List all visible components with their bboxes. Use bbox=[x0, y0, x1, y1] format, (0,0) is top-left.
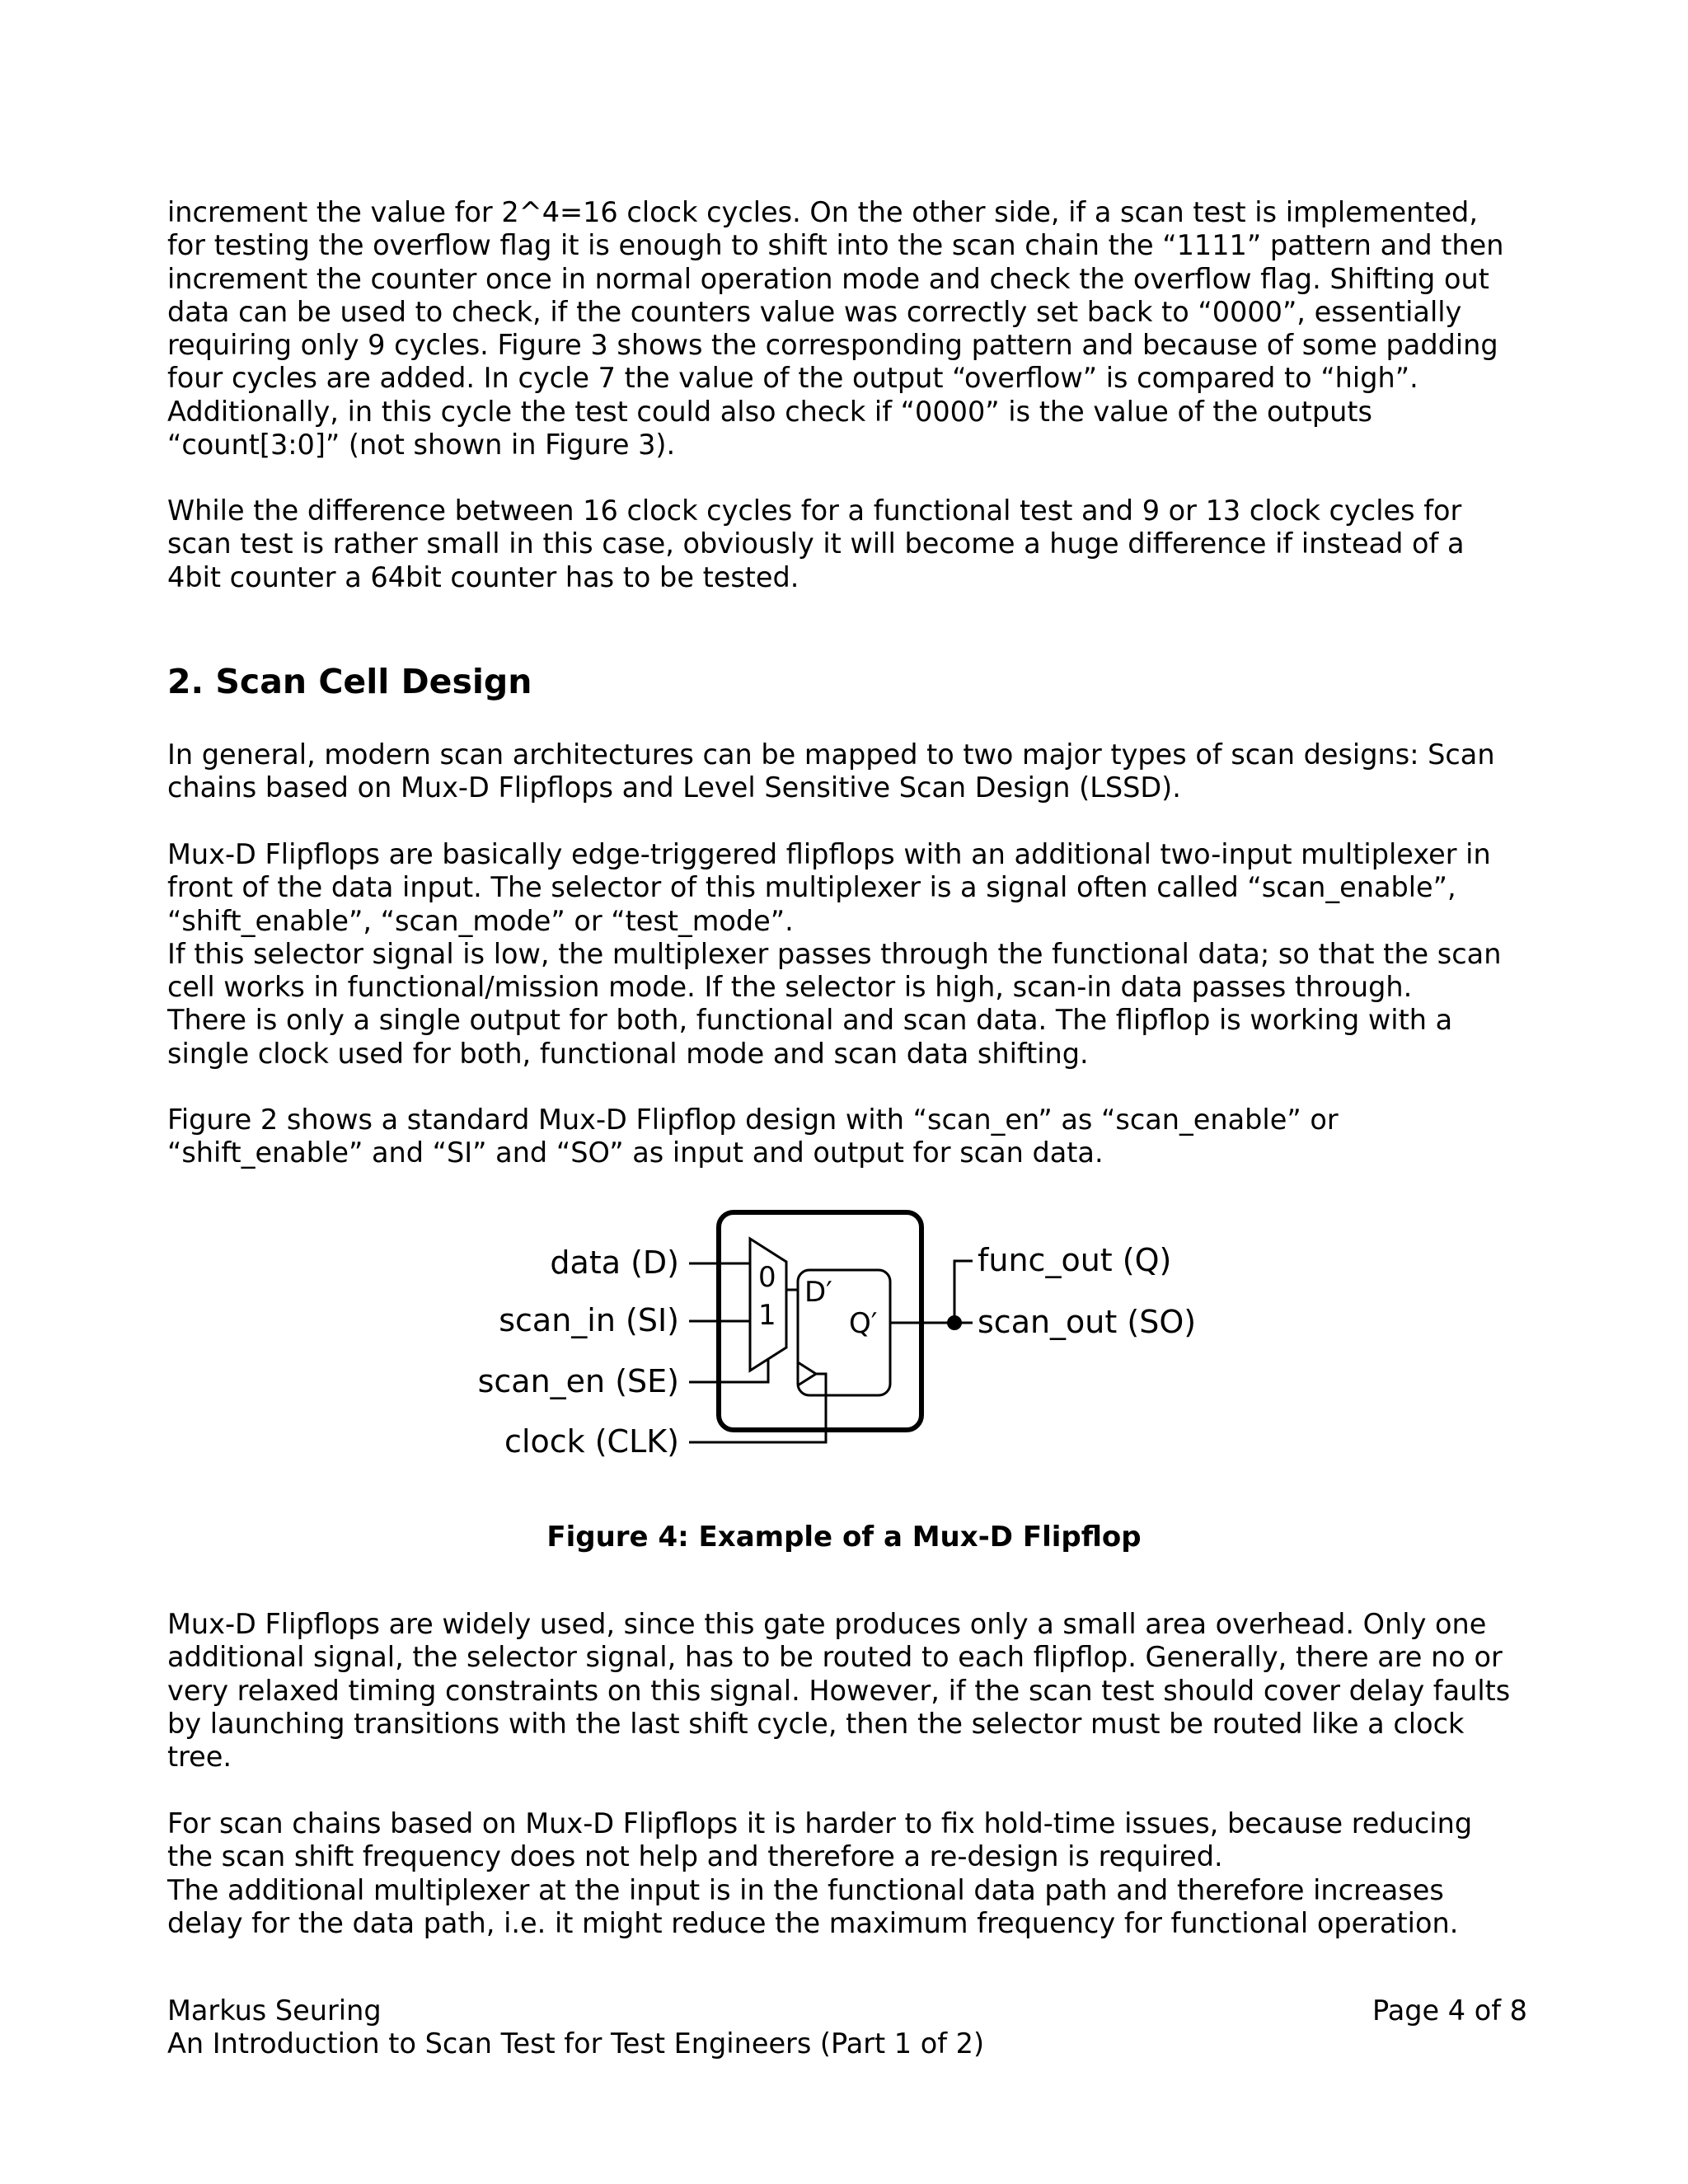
paragraph-counter-scan: increment the value for 2^4=16 clock cycles. On the other side, if a scan test is implemented, for testing the overflow flag it is enough to shift into the scan chain the “1111” pattern and then increment the counter once in normal operation mode and check the overflow flag. Shifting out data can be used to check, if the counters value was correctly set back to “0000”, essentially requiring only 9 cycles. Figure 3 shows the corresponding pattern and because of some padding four cycles are added. In cycle 7 the value of the output “overflow” is compared to “high”. Additionally, in this cycle the test could also check if “0000” is the value of the outputs “count[3:0]” (not shown in Figure 3). bbox=[167, 196, 1504, 462]
clock-triangle-icon bbox=[798, 1362, 816, 1385]
label-func-out: func_out (Q) bbox=[978, 1242, 1172, 1278]
junction-dot bbox=[947, 1315, 962, 1330]
ff-d-label: D′ bbox=[804, 1276, 832, 1309]
label-clock: clock (CLK) bbox=[504, 1423, 679, 1460]
wire-scan-enable bbox=[689, 1359, 768, 1382]
wire-func-out bbox=[954, 1261, 973, 1323]
ff-q-label: Q′ bbox=[849, 1307, 878, 1340]
figure-caption: Figure 4: Example of a Mux-D Flipflop bbox=[546, 1521, 1142, 1554]
label-data: data (D) bbox=[550, 1244, 679, 1281]
page-number: Page 4 of 8 bbox=[1372, 1994, 1527, 2027]
label-scan-enable: scan_en (SE) bbox=[477, 1363, 679, 1399]
paragraph-muxd-description: Mux-D Flipflops are basically edge-triggered flipflops with an additional two-input multiplexer in front of the data input. The selector of this multiplexer is a signal often called “scan_enable”, “shift_enable”, “scan_mode” or “test_mode”. If this selector signal is low, the multiplexer passes through the functional data; so that the scan cell works in functional/mission mode. If the selector is high, scan-in data passes through. There is only a single output for both, functional and scan data. The flipflop is working with a single clock used for both, functional mode and scan data shifting. bbox=[167, 838, 1502, 1070]
paragraph-scan-types: In general, modern scan architectures can be mapped to two major types of scan designs: Scan chains based on Mux-D Flipflops and Level Sensitive Scan Design (LSSD). bbox=[167, 738, 1495, 804]
mux-input-0: 0 bbox=[758, 1261, 776, 1294]
paragraph-cycle-difference: While the difference between 16 clock cycles for a functional test and 9 or 13 clock cycles for scan test is rather small in this case, obviously it will become a huge difference if instead of a 4bit counter a 64bit counter has to be tested. bbox=[167, 494, 1465, 593]
label-scan-out: scan_out (SO) bbox=[978, 1304, 1197, 1340]
paragraph-hold-time: For scan chains based on Mux-D Flipflops it is harder to fix hold-time issues, because reducing the scan shift frequency does not help and therefore a re-design is required. The additional multiplexer at the input is in the functional data path and therefore increases delay for the data path, i.e. it might reduce the maximum frequency for functional operation. bbox=[167, 1807, 1473, 1939]
paragraph-muxd-usage: Mux-D Flipflops are widely used, since this gate produces only a small area overhead. Only one additional signal, the selector signal, has to be routed to each flipflop. Generally, there are no or very relaxed timing constraints on this signal. However, if the scan test should cover delay faults by launching transitions with the last shift cycle, then the selector must be routed like a clock tree. bbox=[167, 1608, 1511, 1774]
footer-title: An Introduction to Scan Test for Test Engineers (Part 1 of 2) bbox=[167, 2027, 985, 2060]
muxd-flipflop-diagram bbox=[462, 1199, 1203, 1496]
section-heading: 2. Scan Cell Design bbox=[167, 662, 532, 701]
mux-input-1: 1 bbox=[758, 1299, 776, 1332]
paragraph-figure-reference: Figure 2 shows a standard Mux-D Flipflop design with “scan_en” as “scan_enable” or “shift_enable” and “SI” and “SO” as input and output for scan data. bbox=[167, 1104, 1339, 1169]
footer-author: Markus Seuring bbox=[167, 1994, 382, 2027]
label-scan-in: scan_in (SI) bbox=[499, 1302, 679, 1338]
